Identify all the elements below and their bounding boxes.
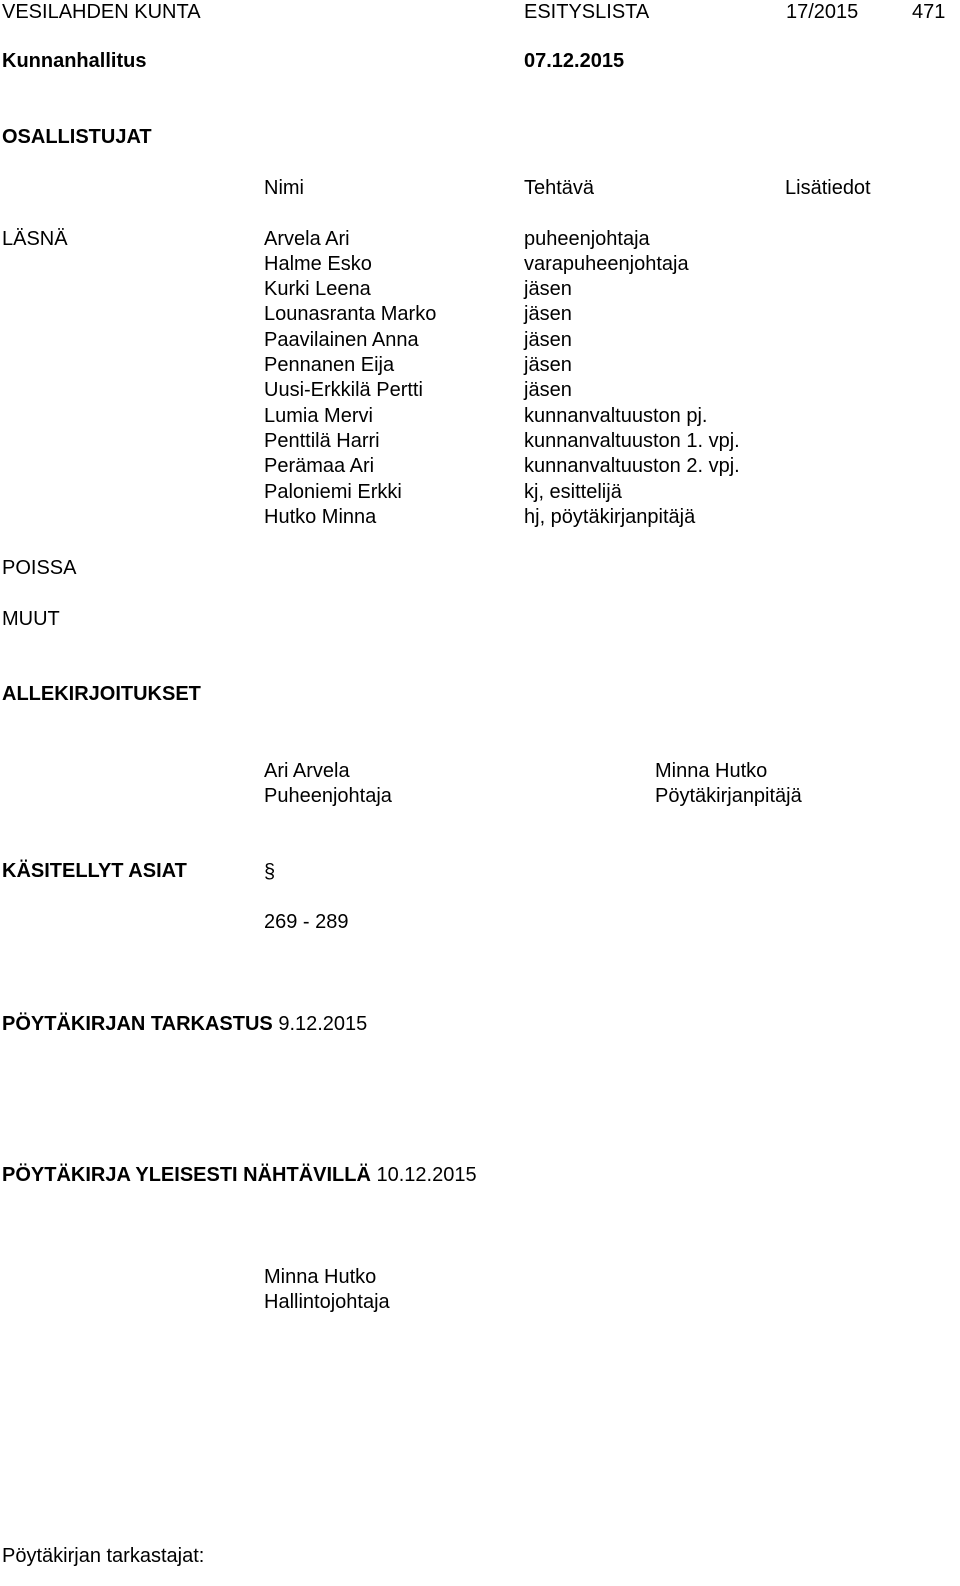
review-heading: PÖYTÄKIRJAN TARKASTUS — [2, 1013, 273, 1035]
signatures-heading: ALLEKIRJOITUKSET — [2, 683, 201, 705]
participant-name: Perämaa Ari — [264, 455, 375, 477]
participant-name: Hutko Minna — [264, 506, 377, 528]
participant-row — [0, 404, 960, 429]
items-heading: KÄSITELLYT ASIAT — [2, 860, 187, 882]
meeting-date: 07.12.2015 — [524, 50, 625, 72]
items-range: 269 - 289 — [264, 911, 349, 933]
chair-title: Puheenjohtaja — [264, 785, 392, 807]
reviewers-label: Pöytäkirjan tarkastajat: — [2, 1545, 205, 1567]
participant-role: jäsen — [524, 278, 572, 300]
absent-label: POISSA — [2, 557, 77, 579]
participant-role: puheenjohtaja — [524, 228, 650, 250]
participant-name: Kurki Leena — [264, 278, 371, 300]
column-name-header: Nimi — [264, 177, 304, 199]
page-number: 471 — [912, 1, 946, 23]
secretary-title: Pöytäkirjanpitäjä — [655, 785, 802, 807]
participant-role: varapuheenjohtaja — [524, 253, 689, 275]
participant-role: jäsen — [524, 329, 572, 351]
column-role-header: Tehtävä — [524, 177, 595, 199]
participant-name: Penttilä Harri — [264, 430, 380, 452]
participant-name: Halme Esko — [264, 253, 372, 275]
public-signer-title: Hallintojohtaja — [264, 1291, 390, 1313]
section-symbol: § — [264, 861, 276, 883]
participant-role: jäsen — [524, 303, 572, 325]
participants-heading: OSALLISTUJAT — [2, 126, 152, 148]
public-signer-name: Minna Hutko — [264, 1266, 377, 1288]
participant-role: kunnanvaltuuston 1. vpj. — [524, 430, 740, 452]
participant-name: Paloniemi Erkki — [264, 481, 402, 503]
participant-name: Uusi-Erkkilä Pertti — [264, 379, 423, 401]
participant-name: Arvela Ari — [264, 228, 350, 250]
document-type: ESITYSLISTA — [524, 1, 650, 23]
participant-row — [0, 429, 960, 454]
public-heading: PÖYTÄKIRJA YLEISESTI NÄHTÄVILLÄ — [2, 1164, 371, 1186]
participant-role: jäsen — [524, 354, 572, 376]
participant-row — [0, 328, 960, 353]
participant-row — [0, 454, 960, 479]
municipality-name: VESILAHDEN KUNTA — [2, 1, 201, 23]
participant-role: hj, pöytäkirjanpitäjä — [524, 506, 696, 528]
participant-row — [0, 353, 960, 378]
participant-row — [0, 277, 960, 302]
chair-name: Ari Arvela — [264, 760, 350, 782]
other-label: MUUT — [2, 608, 60, 630]
participant-name: Pennanen Eija — [264, 354, 395, 376]
participant-name: Lounasranta Marko — [264, 303, 437, 325]
review-date: 9.12.2015 — [278, 1013, 368, 1035]
participant-role: kj, esittelijä — [524, 481, 622, 503]
participant-row — [0, 302, 960, 327]
participant-row — [0, 505, 960, 530]
participant-row — [0, 252, 960, 277]
column-info-header: Lisätiedot — [785, 177, 871, 199]
public-date: 10.12.2015 — [376, 1164, 477, 1186]
secretary-name: Minna Hutko — [655, 760, 768, 782]
governing-body: Kunnanhallitus — [2, 50, 147, 72]
participant-name: Lumia Mervi — [264, 405, 373, 427]
review-line — [2, 1012, 367, 1037]
document-number: 17/2015 — [786, 1, 859, 23]
participant-role: kunnanvaltuuston pj. — [524, 405, 708, 427]
participant-role: kunnanvaltuuston 2. vpj. — [524, 455, 740, 477]
public-line — [2, 1163, 477, 1188]
participant-name: Paavilainen Anna — [264, 329, 419, 351]
present-label: LÄSNÄ — [2, 228, 68, 250]
participant-row — [0, 227, 960, 252]
participant-role: jäsen — [524, 379, 572, 401]
participant-row — [0, 378, 960, 403]
participant-row — [0, 480, 960, 505]
